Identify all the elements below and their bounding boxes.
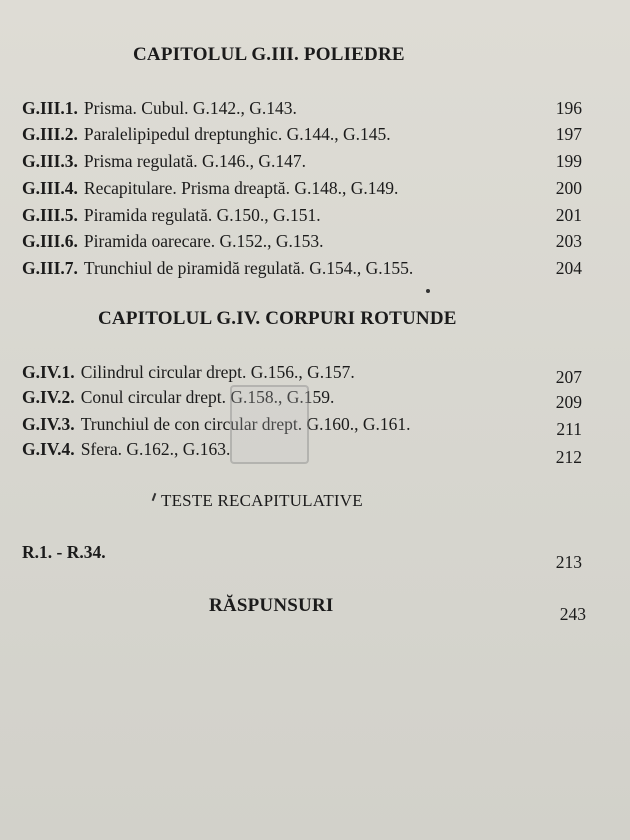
toc-title: Recapitulare. Prisma dreaptă. G.148., G.149.	[83, 178, 399, 198]
chapter-heading-g3: CAPITOLUL G.III. POLIEDRE	[133, 44, 405, 65]
toc-page: 243	[559, 604, 586, 624]
toc-row	[22, 205, 582, 229]
watermark-logo	[230, 385, 309, 464]
toc-row	[22, 98, 582, 122]
toc-code: G.III.3.	[22, 151, 78, 171]
toc-page: 213	[555, 552, 582, 572]
toc-code: G.III.6.	[22, 231, 78, 251]
section-heading-answers: RĂSPUNSURI	[209, 595, 334, 616]
toc-title: Paralelipipedul dreptunghic. G.144., G.145.	[83, 124, 391, 144]
toc-row	[22, 258, 582, 282]
toc-title: Piramida regulată. G.150., G.151.	[83, 205, 321, 225]
toc-page: 199	[555, 151, 582, 171]
toc-code: G.IV.4.	[22, 439, 75, 459]
toc-page: 204	[555, 258, 582, 278]
toc-code: G.IV.3.	[22, 414, 75, 434]
ink-mark	[152, 493, 157, 501]
toc-code: G.IV.2.	[22, 387, 75, 407]
toc-row	[22, 604, 586, 628]
toc-page: 207	[555, 367, 582, 387]
toc-title: Sfera. G.162., G.163.	[80, 439, 231, 459]
toc-code: G.III.1.	[22, 98, 78, 118]
toc-title: Conul circular drept. G.158., G.159.	[80, 387, 335, 407]
toc-row	[22, 151, 582, 175]
toc-page: 212	[555, 447, 582, 467]
toc-code: G.III.7.	[22, 258, 78, 278]
toc-title: Trunchiul de piramidă regulată. G.154., G.155.	[83, 258, 414, 278]
toc-page: 200	[555, 178, 582, 198]
toc-title: Piramida oarecare. G.152., G.153.	[83, 231, 324, 251]
toc-page: 197	[555, 124, 582, 144]
toc-title: Trunchiul de con circular drept. G.160., G.161.	[80, 414, 411, 434]
chapter-heading-g4: CAPITOLUL G.IV. CORPURI ROTUNDE	[98, 308, 457, 329]
toc-row	[22, 362, 582, 386]
toc-code: G.III.2.	[22, 124, 78, 144]
toc-row	[22, 124, 582, 148]
toc-code: G.III.5.	[22, 205, 78, 225]
toc-title: Cilindrul circular drept. G.156., G.157.	[80, 362, 355, 382]
toc-title: Prisma. Cubul. G.142., G.143.	[83, 98, 297, 118]
toc-code: G.IV.1.	[22, 362, 75, 382]
toc-page: 209	[555, 392, 582, 412]
toc-page: 201	[555, 205, 582, 225]
toc-code: R.1. - R.34.	[22, 542, 106, 562]
toc-code: G.III.4.	[22, 178, 78, 198]
ink-dot	[426, 289, 430, 293]
toc-title: Prisma regulată. G.146., G.147.	[83, 151, 307, 171]
toc-page: 211	[556, 419, 582, 439]
toc-row	[22, 178, 582, 202]
toc-row	[22, 542, 582, 572]
toc-row	[22, 231, 582, 255]
section-heading-tests: TESTE RECAPITULATIVE	[161, 491, 363, 510]
toc-page: 196	[555, 98, 582, 118]
toc-page: 203	[555, 231, 582, 251]
